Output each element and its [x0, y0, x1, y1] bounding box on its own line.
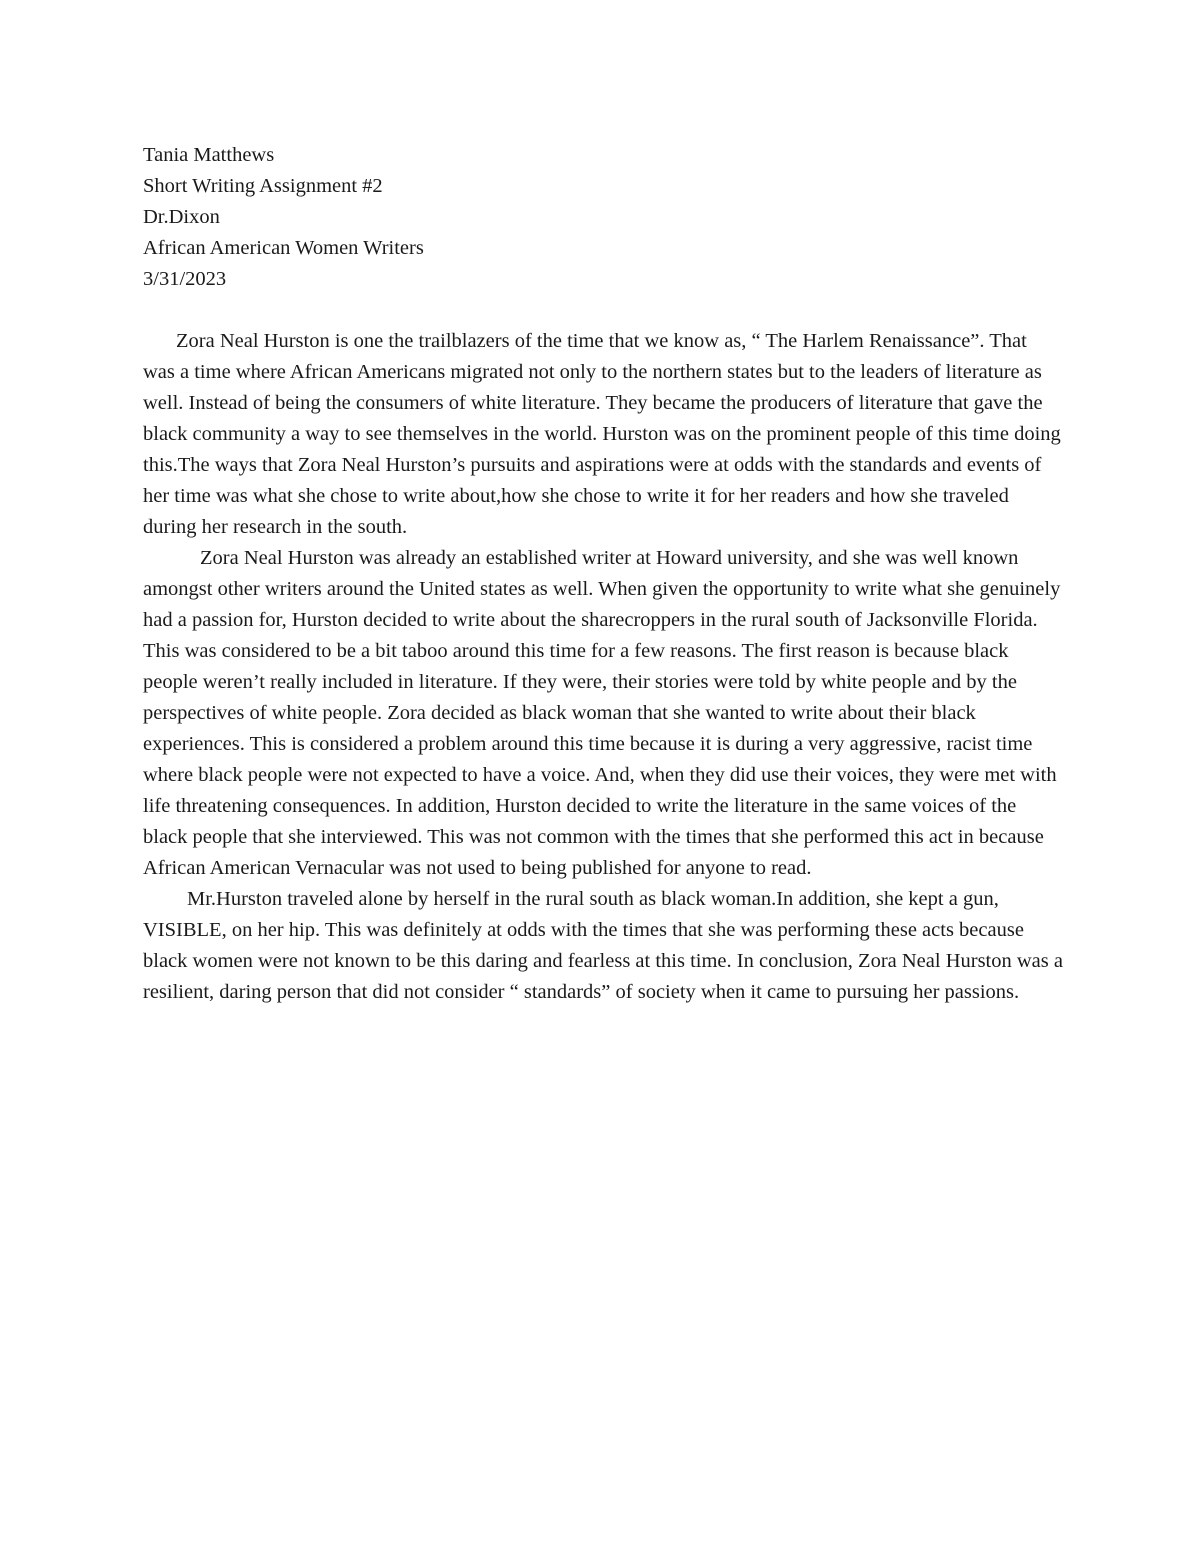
author-name: Tania Matthews [143, 144, 275, 166]
document-body [143, 140, 1063, 1008]
course-name: African American Women Writers [143, 237, 424, 259]
instructor-name: Dr.Dixon [143, 206, 220, 228]
paragraph-3: Mr.Hurston traveled alone by herself in the rural south as black woman.In addition, she kept a gun, VISIBLE, on her hip. This was definitely at odds with the times that she was performing these acts because black women were not known to be this daring and fearless at this time. In conclusion, Zora Neal Hurston was a resilient, daring person that did not consider “ standards” of society when it came to pursuing her passions. [143, 888, 1063, 1003]
document-header [143, 140, 1063, 295]
assignment-title: Short Writing Assignment #2 [143, 175, 383, 197]
document-date: 3/31/2023 [143, 268, 227, 290]
paragraph-2: Zora Neal Hurston was already an established writer at Howard university, and she was well known amongst other writers around the United states as well. When given the opportunity to write what she genuinely had a passion for, Hurston decided to write about the sharecroppers in the rural south of Jacksonville Florida. This was considered to be a bit taboo around this time for a few reasons. The first reason is because black people weren’t really included in literature. If they were, their stories were told by white people and by the perspectives of white people. Zora decided as black woman that she wanted to write about their black experiences. This is considered a problem around this time because it is during a very aggressive, racist time where black people were not expected to have a voice. And, when they did use their voices, they were met with life threatening consequences. In addition, Hurston decided to write the literature in the same voices of the black people that she interviewed. This was not common with the times that she performed this act in because African American Vernacular was not used to being published for anyone to read. [143, 547, 1061, 879]
paragraph-1: Zora Neal Hurston is one the trailblazers of the time that we know as, “ The Harlem Renaissance”. That was a time where African Americans migrated not only to the northern states but to the leaders of literature as well. Instead of being the consumers of white literature. They became the producers of literature that gave the black community a way to see themselves in the world. Hurston was on the prominent people of this time doing this.The ways that Zora Neal Hurston’s pursuits and aspirations were at odds with the standards and events of her time was what she chose to write about,how she chose to write it for her readers and how she traveled during her research in the south. [143, 330, 1061, 538]
